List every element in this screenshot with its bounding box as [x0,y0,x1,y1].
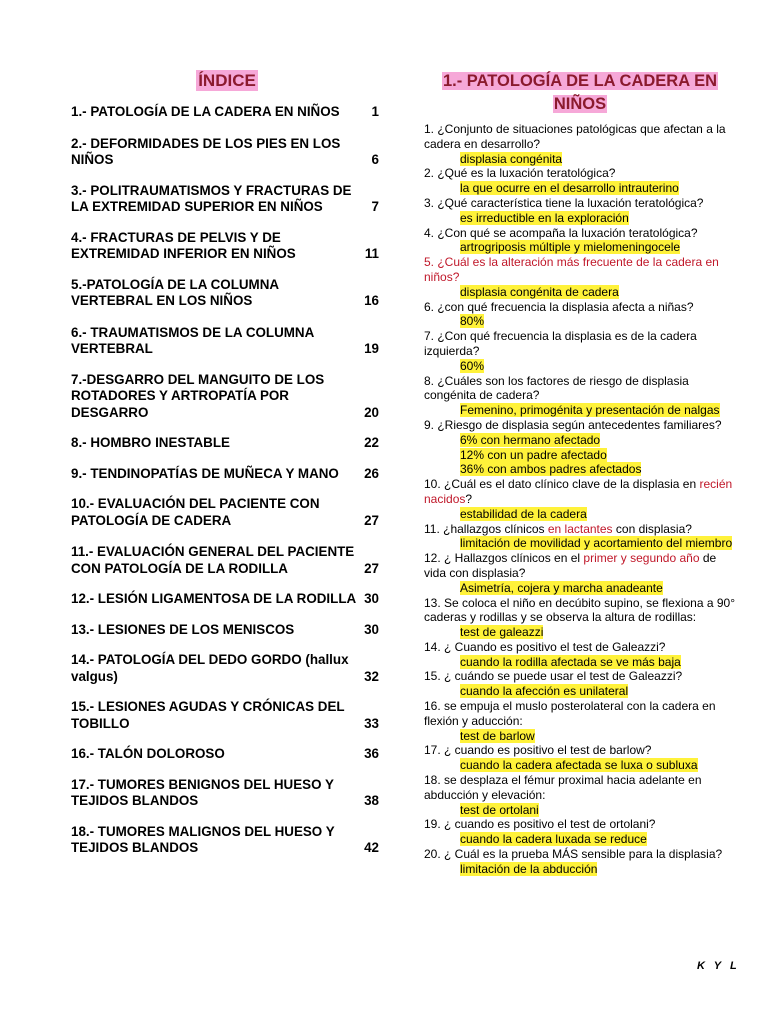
index-entry-page: 30 [364,591,379,606]
question-text: 5. ¿Cuál es la alteración más frecuente de la cadera en niños? [424,255,719,284]
question [424,640,736,655]
index-list [71,104,383,857]
question-text: con displasia? [612,521,692,536]
index-entry [71,372,383,422]
question [424,374,736,404]
index-entry-text: 4.- FRACTURAS DE PELVIS Y DE EXTREMIDAD INFERIOR EN NIÑOS [71,229,296,261]
answer-highlight: displasia congénita de cadera [460,284,619,299]
index-entry-text: 6.- TRAUMATISMOS DE LA COLUMNA VERTEBRAL [71,324,314,356]
index-entry-page: 33 [364,715,379,731]
index-title [71,70,383,96]
question-text: 7. ¿Con qué frecuencia la displasia es de la cadera izquierda? [424,329,697,358]
question-text: recién nacidos [424,477,733,506]
question-text: 11. ¿hallazgos clínicos [424,521,548,536]
answer [424,285,736,300]
index-entry-page: 16 [364,293,379,308]
section-panel [424,70,736,877]
question [424,847,736,862]
question-text: 4. ¿Con qué se acompaña la luxación teratológica? [424,225,698,240]
answer [424,758,736,773]
answer-highlight: limitación de movilidad y acortamiento del miembro [460,536,733,551]
answer [424,507,736,522]
answer-highlight: 80% [460,314,485,329]
section-title [424,70,736,118]
question-text: 6. ¿con qué frecuencia la displasia afecta a niñas? [424,299,694,314]
question [424,226,736,241]
question [424,255,736,285]
answer [424,359,736,374]
answer [424,448,736,463]
question-text: 2. ¿Qué es la luxación teratológica? [424,166,616,181]
index-entry-text: 17.- TUMORES BENIGNOS DEL HUESO Y TEJIDOS BLANDOS [71,776,334,808]
index-entry-text: 2.- DEFORMIDADES DE LOS PIES EN LOS NIÑOS [71,135,341,167]
question-text: 8. ¿Cuáles son los factores de riesgo de displasia congénita de cadera? [424,373,689,403]
question-text: 14. ¿ Cuando es positivo el test de Galeazzi? [424,639,666,654]
index-entry-page: 7 [371,199,379,214]
question [424,300,736,315]
index-entry [71,183,383,216]
question [424,817,736,832]
answer [424,152,736,167]
question-text: 18. se desplaza el fémur proximal hacia adelante en abducción y elevación: [424,773,702,802]
index-entry-page: 27 [364,512,379,528]
question [424,166,736,181]
index-entry-page: 42 [364,840,379,855]
question [424,743,736,758]
answer [424,314,736,329]
answer [424,803,736,818]
answer-highlight: cuando la cadera luxada se reduce [460,832,647,847]
index-entry [71,136,383,169]
answer [424,862,736,877]
section-title-line2: NIÑOS [553,95,607,113]
index-entry-text: 18.- TUMORES MALIGNOS DEL HUESO Y TEJIDOS BLANDOS [71,823,335,855]
answer [424,625,736,640]
answer [424,462,736,477]
answer-highlight: estabilidad de la cadera [460,506,587,521]
answer-highlight: test de ortolani [460,802,539,817]
question-text: 9. ¿Riesgo de displasia según antecedentes familiares? [424,417,722,432]
answer-highlight: artrogriposis múltiple y mielomeningocele [460,240,681,255]
index-entry-text: 5.-PATOLOGÍA DE LA COLUMNA VERTEBRAL EN LOS NIÑOS [71,276,279,308]
index-entry [71,591,383,608]
question [424,418,736,433]
index-entry [71,746,383,763]
index-entry-text: 10.- EVALUACIÓN DEL PACIENTE CON PATOLOGÍA DE CADERA [71,496,320,528]
answer-highlight: cuando la cadera afectada se luxa o subluxa [460,758,698,773]
answer [424,655,736,670]
answer-highlight: 60% [460,358,485,373]
question-text: 13. Se coloca el niño en decúbito supino, se flexiona a 90° caderas y rodillas y se observa la altura de rodillas: [424,595,736,625]
index-entry [71,277,383,310]
index-entry-text: 7.-DESGARRO DEL MANGUITO DE LOS ROTADORES Y ARTROPATÍA POR DESGARRO [71,371,325,420]
answer [424,181,736,196]
index-entry-text: 16.- TALÓN DOLOROSO [71,746,225,761]
answer-highlight: la que ocurre en el desarrollo intrauterino [460,181,679,196]
question [424,596,736,626]
index-entry-text: 15.- LESIONES AGUDAS Y CRÓNICAS DEL TOBILLO [71,699,345,731]
answer-highlight: cuando la afección es unilateral [460,684,629,699]
signature: K Y L [697,960,740,972]
question-text: 3. ¿Qué característica tiene la luxación teratológica? [424,195,704,210]
question-text: 20. ¿ Cuál es la prueba MÁS sensible para la displasia? [424,847,723,862]
index-entry-text: 8.- HOMBRO INESTABLE [71,435,230,450]
question [424,196,736,211]
index-entry-page: 1 [371,104,379,119]
answer-highlight: 6% con hermano afectado [460,432,601,447]
question-text: ? [465,491,473,506]
index-entry-text: 11.- EVALUACIÓN GENERAL DEL PACIENTE CON PATOLOGÍA DE LA RODILLA [71,544,355,576]
index-entry-page: 36 [364,746,379,761]
index-entry-text: 1.- PATOLOGÍA DE LA CADERA EN NIÑOS [71,104,340,119]
index-entry [71,230,383,263]
index-entry [71,699,383,732]
index-entry [71,466,383,483]
question-text: 12. ¿ Hallazgos clínicos en el [424,551,584,566]
index-entry [71,652,383,685]
answer [424,536,736,551]
question-text: 17. ¿ cuando es positivo el test de barlow? [424,743,652,758]
section-title-line1: 1.- PATOLOGÍA DE LA CADERA EN [442,72,718,90]
question-text: primer y segundo año [583,551,700,566]
answer [424,433,736,448]
answer [424,832,736,847]
index-entry-page: 32 [364,668,379,684]
question [424,122,736,152]
index-entry [71,435,383,452]
answer-highlight: limitación de la abducción [460,861,598,876]
index-entry-page: 20 [364,404,379,420]
question-list [424,122,736,877]
question [424,699,736,729]
question [424,669,736,684]
index-entry-page: 19 [364,341,379,356]
index-entry-page: 27 [364,560,379,576]
index-entry-page: 30 [364,621,379,637]
answer [424,240,736,255]
question-text: de vida con displasia? [424,551,717,580]
answer [424,684,736,699]
answer-highlight: test de barlow [460,728,535,743]
index-entry-text: 12.- LESIÓN LIGAMENTOSA DE LA RODILLA [71,591,357,606]
index-entry [71,544,383,577]
answer-highlight: Femenino, primogénita y presentación de nalgas [460,403,720,418]
question-text: en lactantes [547,521,613,536]
index-entry-page: 22 [364,435,379,450]
answer-highlight: 36% con ambos padres afectados [460,462,642,477]
index-entry-page: 6 [371,152,379,167]
index-entry-text: 13.- LESIONES DE LOS MENISCOS [71,621,295,637]
answer-highlight: test de galeazzi [460,625,544,640]
index-entry-text: 9.- TENDINOPATÍAS DE MUÑECA Y MANO [71,465,339,481]
index-entry [71,622,383,639]
question-text: 19. ¿ cuando es positivo el test de ortolani? [424,817,656,832]
index-entry-page: 38 [364,793,379,808]
answer [424,211,736,226]
question [424,329,736,359]
index-entry-text: 14.- PATOLOGÍA DEL DEDO GORDO (hallux valgus) [71,652,349,684]
question-text: 10. ¿Cuál es el dato clínico clave de la displasia en [424,477,700,492]
answer-highlight: 12% con un padre afectado [460,447,607,462]
answer-highlight: es irreductible en la exploración [460,210,629,225]
index-entry-page: 11 [364,246,379,261]
question [424,551,736,581]
index-title-text: ÍNDICE [198,71,256,90]
index-panel [71,70,383,857]
question-text: 15. ¿ cuándo se puede usar el test de Galeazzi? [424,669,683,684]
question [424,477,736,507]
answer-highlight: displasia congénita [460,151,563,166]
index-entry [71,777,383,810]
index-entry [71,824,383,857]
question [424,773,736,803]
index-entry-text: 3.- POLITRAUMATISMOS Y FRACTURAS DE LA EXTREMIDAD SUPERIOR EN NIÑOS [71,182,352,214]
index-entry [71,496,383,529]
answer [424,403,736,418]
index-entry-page: 26 [364,465,379,481]
question [424,522,736,537]
answer-highlight: cuando la rodilla afectada se ve más baja [460,654,681,669]
index-entry [71,104,383,121]
question-text: 1. ¿Conjunto de situaciones patológicas que afectan a la cadera en desarrollo? [424,122,726,151]
index-entry [71,325,383,358]
question-text: 16. se empuja el muslo posterolateral con la cadera en flexión y aducción: [424,699,716,728]
answer-highlight: Asimetría, cojera y marcha anadeante [460,580,663,595]
answer [424,581,736,596]
answer [424,729,736,744]
